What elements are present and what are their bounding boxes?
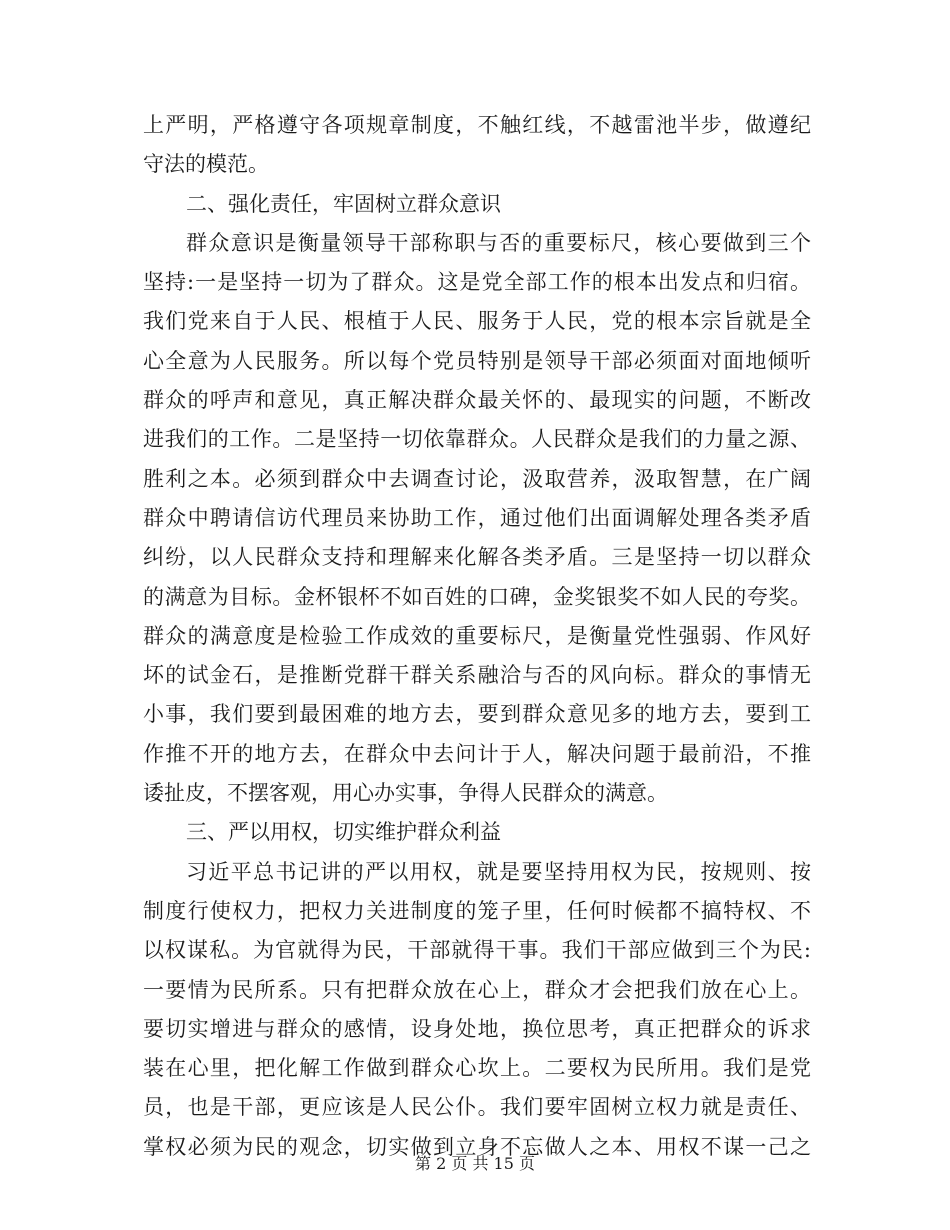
text-line: 进我们的工作。二是坚持一切依靠群众。人民群众是我们的力量之源、 bbox=[143, 427, 811, 452]
page-number-footer: 第 2 页 共 15 页 bbox=[415, 1154, 535, 1173]
text-line: 群众中聘请信访代理员来协助工作，通过他们出面调解处理各类矛盾 bbox=[143, 505, 811, 530]
text-line: 我们党来自于人民、根植于人民、服务于人民，党的根本宗旨就是全 bbox=[143, 309, 811, 334]
text-line: 掌权必须为民的观念，切实做到立身不忘做人之本、用权不谋一己之 bbox=[143, 1134, 811, 1159]
text-line: 装在心里，把化解工作做到群众心坎上。二要权为民所用。我们是党 bbox=[143, 1056, 811, 1081]
text-line: 作推不开的地方去，在群众中去问计于人，解决问题于最前沿，不推 bbox=[143, 741, 811, 766]
section-heading: 二、强化责任，牢固树立群众意识 bbox=[186, 191, 501, 216]
section-heading: 三、严以用权，切实维护群众利益 bbox=[186, 820, 501, 845]
paragraph-first-line: 习近平总书记讲的严以用权，就是要坚持用权为民，按规则、按 bbox=[186, 859, 811, 884]
text-line: 诿扯皮，不摆客观，用心办实事，争得人民群众的满意。 bbox=[143, 781, 668, 806]
text-line: 制度行使权力，把权力关进制度的笼子里，任何时候都不搞特权、不 bbox=[143, 898, 811, 923]
text-line: 上严明，严格遵守各项规章制度，不触红线，不越雷池半步，做遵纪 bbox=[143, 113, 811, 137]
text-line: 纠纷，以人民群众支持和理解来化解各类矛盾。三是坚持一切以群众 bbox=[143, 545, 811, 570]
text-line: 群众的满意度是检验工作成效的重要标尺，是衡量党性强弱、作风好 bbox=[143, 623, 811, 648]
text-line: 胜利之本。必须到群众中去调查讨论，汲取营养，汲取智慧，在广阔 bbox=[143, 466, 811, 491]
text-line: 员，也是干部，更应该是人民公仆。我们要牢固树立权力就是责任、 bbox=[143, 1095, 811, 1120]
text-line: 坏的试金石，是推断党群干群关系融洽与否的风向标。群众的事情无 bbox=[143, 663, 811, 688]
text-line: 的满意为目标。金杯银杯不如百姓的口碑，金奖银奖不如人民的夸奖。 bbox=[143, 584, 811, 609]
document-body bbox=[143, 106, 811, 1167]
text-line: 小事，我们要到最困难的地方去，要到群众意见多的地方去，要到工 bbox=[143, 702, 811, 727]
text-line: 要切实增进与群众的感情，设身处地，换位思考，真正把群众的诉求 bbox=[143, 1016, 811, 1041]
text-line: 群众的呼声和意见，真正解决群众最关怀的、最现实的问题，不断改 bbox=[143, 388, 811, 413]
text-line: 以权谋私。为官就得为民，干部就得干事。我们干部应做到三个为民: bbox=[143, 938, 811, 963]
text-line: 一要情为民所系。只有把群众放在心上，群众才会把我们放在心上。 bbox=[143, 977, 811, 1002]
text-line: 心全意为人民服务。所以每个党员特别是领导干部必须面对面地倾听 bbox=[143, 348, 811, 373]
text-line: 坚持:一是坚持一切为了群众。这是党全部工作的根本出发点和归宿。 bbox=[143, 270, 811, 295]
paragraph-first-line: 群众意识是衡量领导干部称职与否的重要标尺，核心要做到三个 bbox=[186, 230, 811, 255]
text-line: 守法的模范。 bbox=[143, 152, 269, 177]
